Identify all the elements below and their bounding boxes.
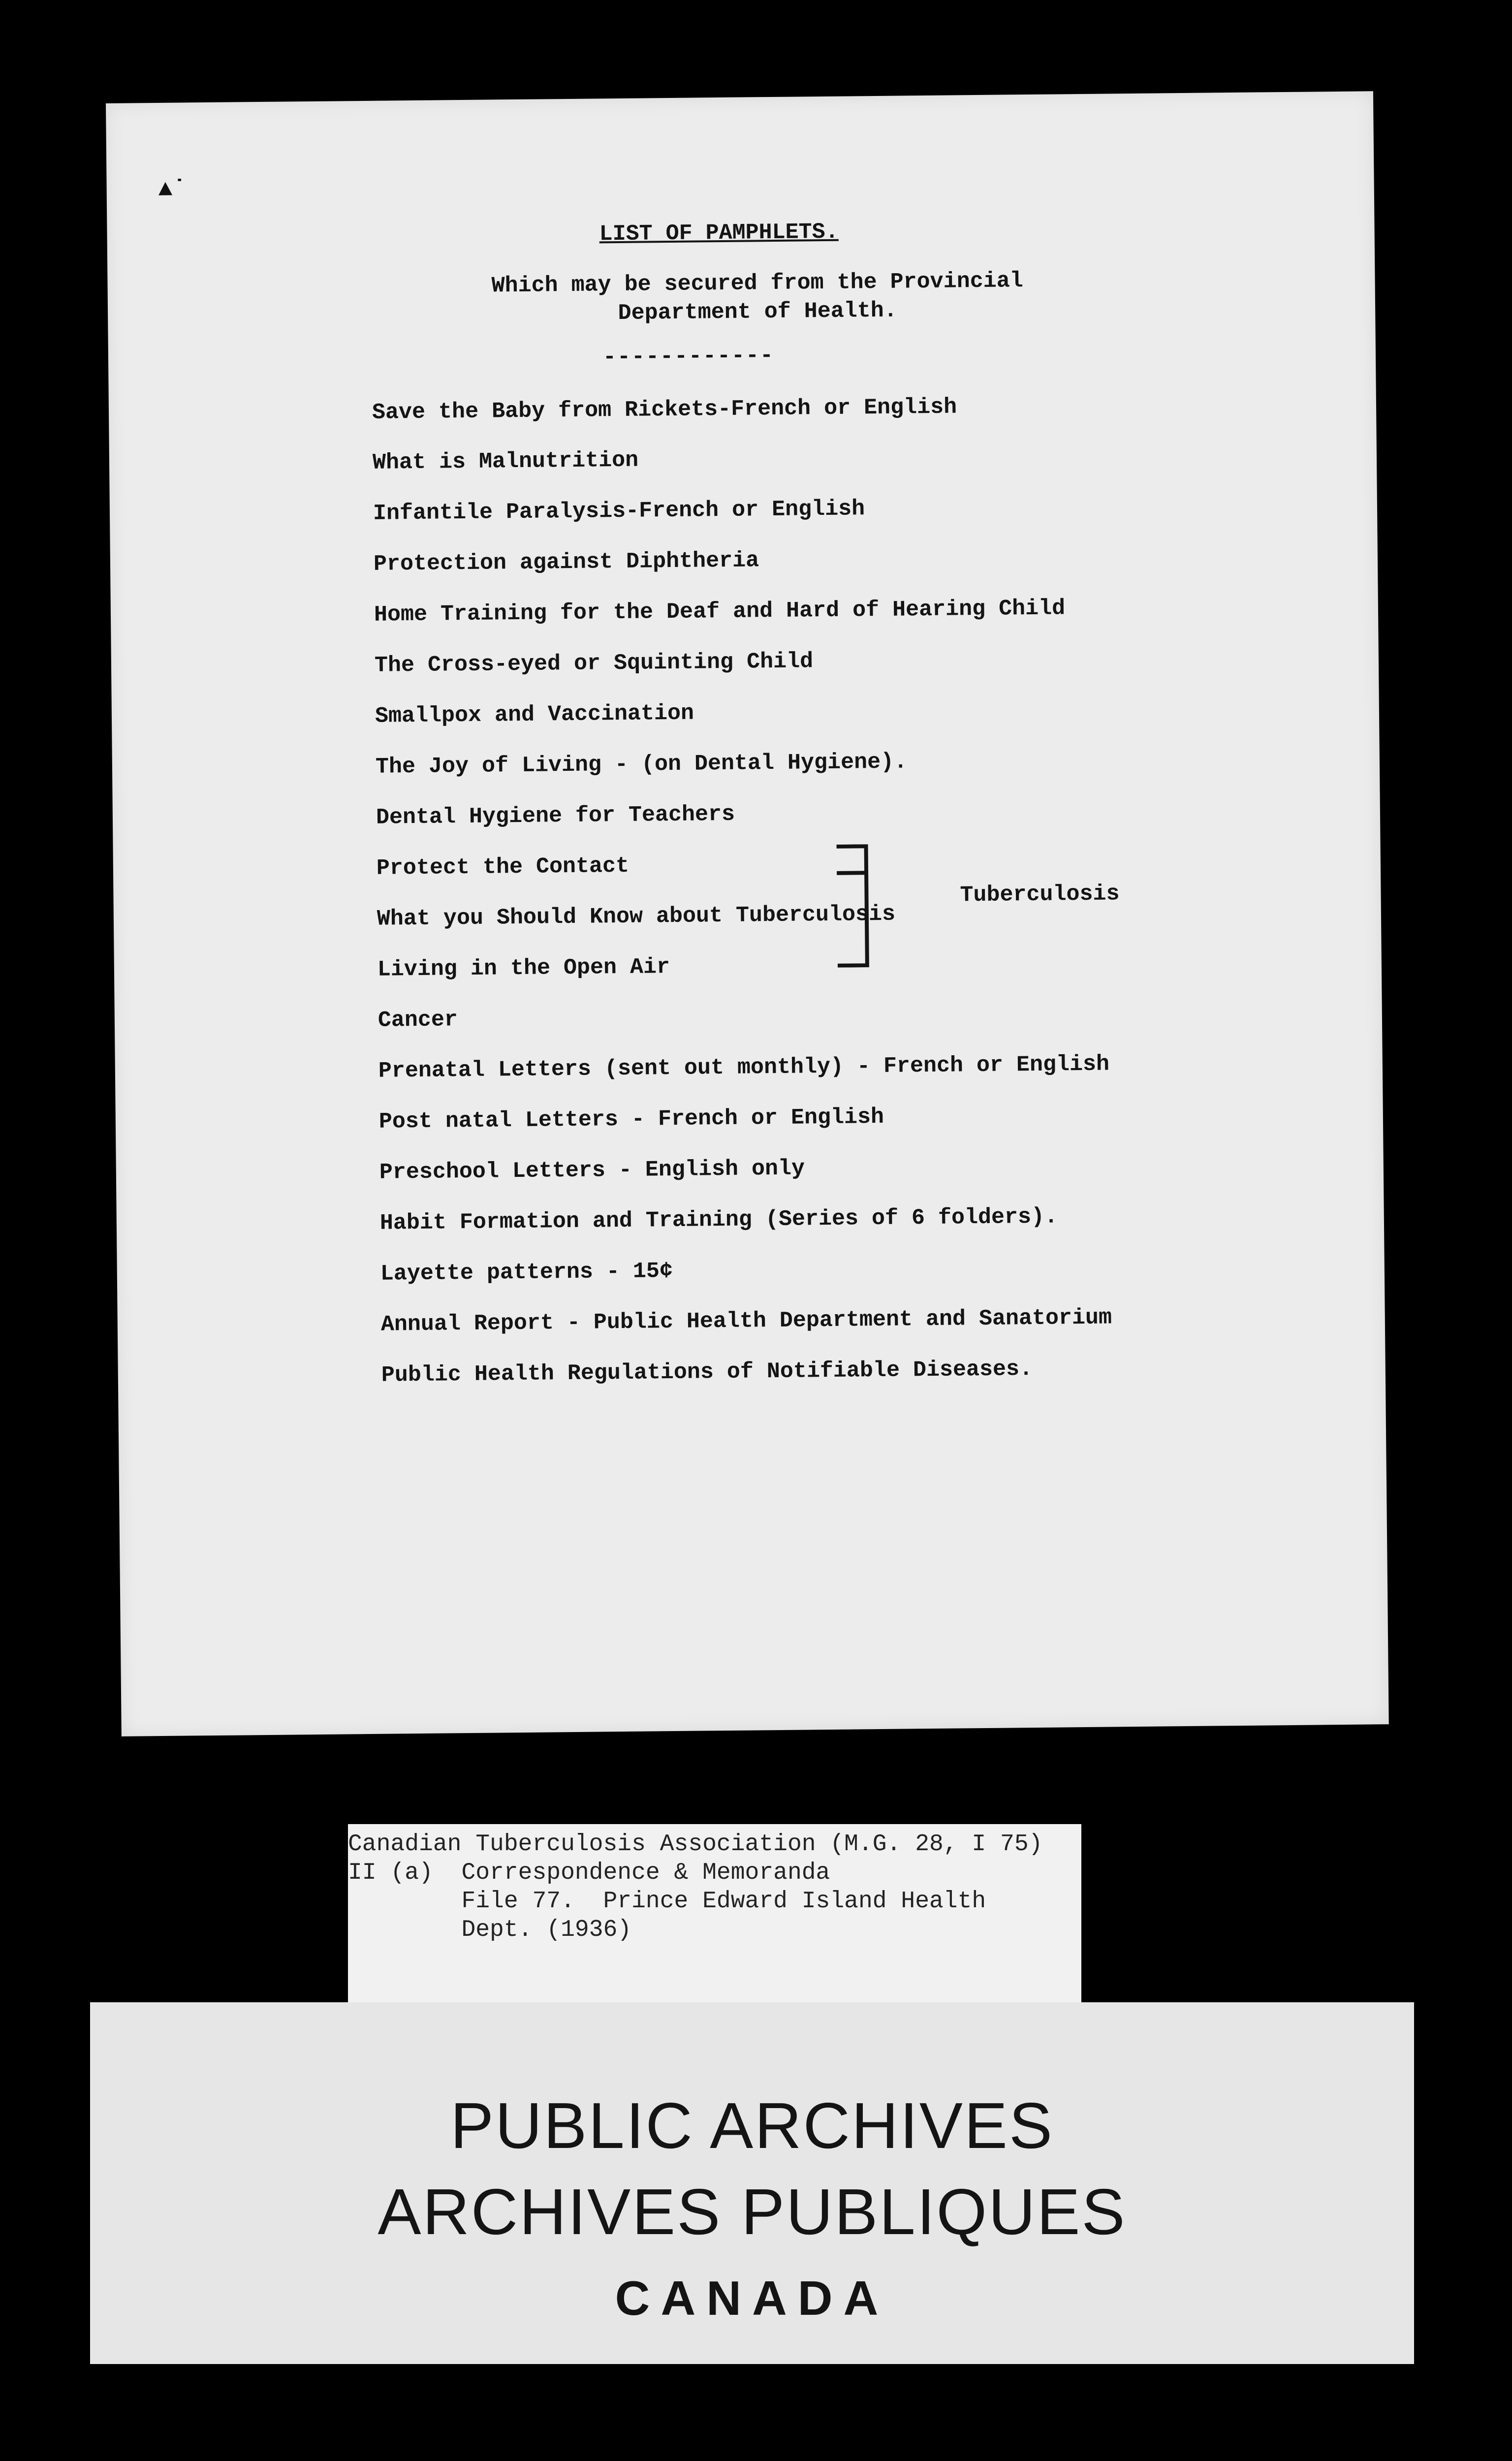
label-line-1: Canadian Tuberculosis Association (M.G. 28, I 75) [348,1831,1043,1858]
stamp-line-1: PUBLIC ARCHIVES [450,2089,1054,2162]
list-item: The Joy of Living - (on Dental Hygiene). [375,749,908,780]
list-item: Protection against Diphtheria [373,548,759,577]
list-item: Home Training for the Deaf and Hard of Hearing Child [374,596,1066,628]
bracket-label: Tuberculosis [960,881,1120,908]
document-page [106,91,1389,1736]
list-item: Post natal Letters - French or English [378,1104,884,1135]
list-item: What is Malnutrition [372,447,639,475]
list-item: Protect the Contact [376,853,630,881]
list-item: Layette patterns - 15¢ [380,1259,673,1287]
list-item: Living in the Open Air [377,954,670,982]
tuberculosis-bracket [837,844,872,968]
list-item: Save the Baby from Rickets-French or English [372,394,957,425]
label-line-3: File 77. Prince Edward Island Health [348,1888,986,1915]
list-item: Dental Hygiene for Teachers [376,801,735,830]
separator-line: ------------ [602,343,775,370]
list-item: What you Should Know about Tuberculosis [377,901,896,932]
archive-reference-label [348,1824,1081,2009]
list-item: Preschool Letters - English only [379,1156,805,1185]
list-item: Cancer [378,1007,458,1033]
list-item: Prenatal Letters (sent out monthly) - French or English [378,1051,1110,1084]
document-title: LIST OF PAMPHLETS. [599,219,839,247]
label-text [348,1830,1042,1944]
list-item: Smallpox and Vaccination [375,700,694,729]
subtitle-line-2: Department of Health. [618,298,898,326]
label-line-2: II (a) Correspondence & Memoranda [348,1860,830,1886]
list-item: Annual Report - Public Health Department and Sanatorium [380,1305,1112,1337]
list-item: Habit Formation and Training (Series of 6 folders). [379,1204,1058,1236]
archive-stamp [90,2002,1414,2364]
corner-mark: ▲˙ [158,176,187,203]
document-subtitle [491,267,1023,329]
list-item: The Cross-eyed or Squinting Child [374,649,814,678]
list-item: Public Health Regulations of Notifiable Diseases. [381,1357,1033,1388]
list-item: Infantile Paralysis-French or English [373,496,865,526]
stamp-line-2: ARCHIVES PUBLIQUES [378,2176,1127,2248]
stamp-line-3: CANADA [615,2271,889,2325]
subtitle-line-1: Which may be secured from the Provincial [491,268,1023,299]
label-line-4: Dept. (1936) [348,1917,632,1943]
